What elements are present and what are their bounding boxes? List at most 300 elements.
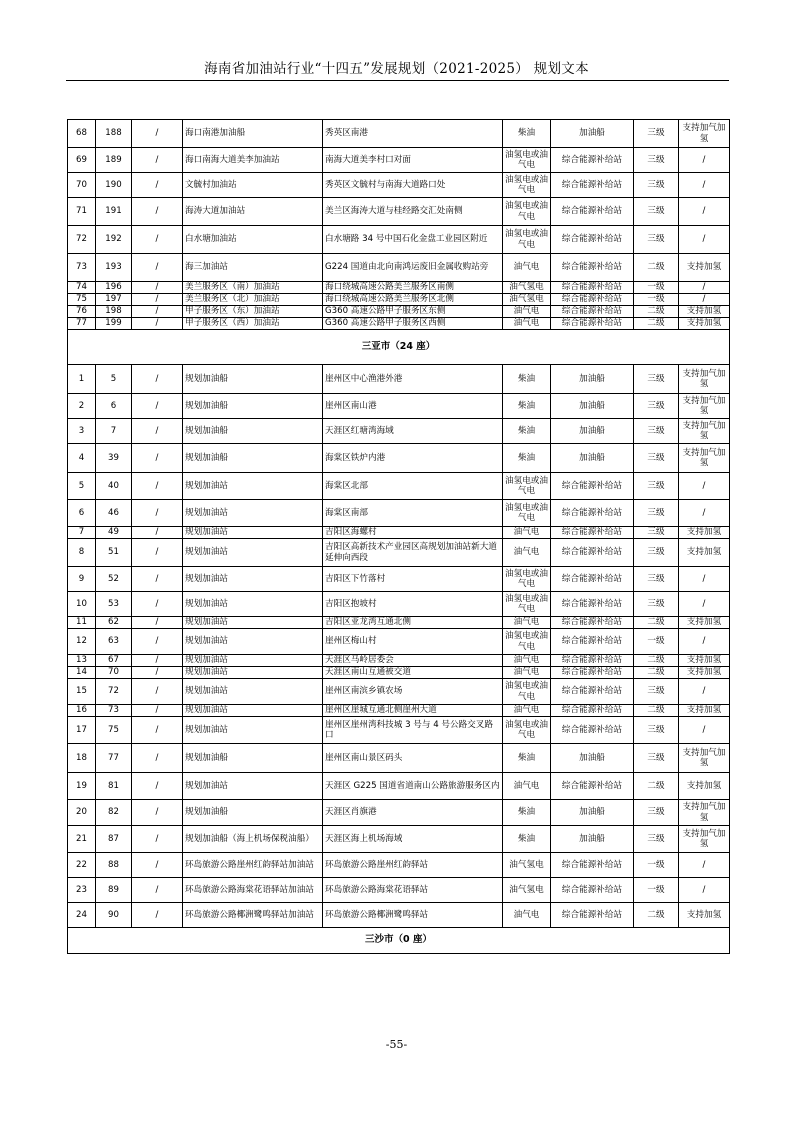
cell-location: 秀英区南港 bbox=[323, 120, 503, 148]
table-row bbox=[68, 444, 730, 473]
cell-location: 白水塘路 34 号中国石化金盘工业园区附近 bbox=[323, 226, 503, 254]
table-row bbox=[68, 539, 730, 567]
cell-plan-number: 63 bbox=[96, 629, 132, 655]
table-row bbox=[68, 878, 730, 903]
cell-grade: 二级 bbox=[634, 773, 679, 800]
cell-plan-number: 53 bbox=[96, 592, 132, 617]
cell-plan-number: 198 bbox=[96, 306, 132, 318]
station-plan-table bbox=[67, 119, 730, 954]
cell-row-index: 12 bbox=[68, 629, 96, 655]
cell-station-type: 综合能源补给站 bbox=[551, 539, 634, 567]
cell-location: 崖州区南滨乡镇农场 bbox=[323, 679, 503, 705]
cell-existing-code: / bbox=[132, 853, 183, 878]
cell-location: 崖州区南山景区码头 bbox=[323, 744, 503, 773]
cell-existing-code: / bbox=[132, 365, 183, 394]
cell-energy-type: 油气电 bbox=[503, 667, 551, 679]
cell-location: 吉阳区海螺村 bbox=[323, 527, 503, 539]
cell-existing-code: / bbox=[132, 120, 183, 148]
cell-grade: 二级 bbox=[634, 617, 679, 629]
cell-grade: 一级 bbox=[634, 629, 679, 655]
cell-grade: 三级 bbox=[634, 539, 679, 567]
cell-energy-type: 油氢电或油气电 bbox=[503, 567, 551, 592]
cell-existing-code: / bbox=[132, 306, 183, 318]
cell-existing-code: / bbox=[132, 679, 183, 705]
section-header-row bbox=[68, 330, 730, 365]
cell-grade: 三级 bbox=[634, 226, 679, 254]
cell-station-name: 规划加油船 bbox=[183, 419, 323, 444]
cell-station-name: 规划加油站 bbox=[183, 705, 323, 717]
cell-existing-code: / bbox=[132, 394, 183, 419]
cell-energy-type: 油氢电或油气电 bbox=[503, 500, 551, 527]
cell-grade: 二级 bbox=[634, 254, 679, 282]
cell-station-type: 综合能源补给站 bbox=[551, 282, 634, 294]
cell-plan-number: 67 bbox=[96, 655, 132, 667]
table-row bbox=[68, 853, 730, 878]
cell-plan-number: 73 bbox=[96, 705, 132, 717]
cell-plan-number: 46 bbox=[96, 500, 132, 527]
table-row bbox=[68, 318, 730, 330]
table-row bbox=[68, 173, 730, 198]
cell-row-index: 69 bbox=[68, 148, 96, 173]
cell-station-type: 综合能源补给站 bbox=[551, 903, 634, 928]
cell-station-type: 综合能源补给站 bbox=[551, 473, 634, 500]
cell-existing-code: / bbox=[132, 173, 183, 198]
table-row bbox=[68, 717, 730, 744]
cell-existing-code: / bbox=[132, 294, 183, 306]
cell-station-type: 综合能源补给站 bbox=[551, 629, 634, 655]
cell-energy-type: 油气氢电 bbox=[503, 294, 551, 306]
cell-remark: / bbox=[679, 878, 730, 903]
cell-location: 吉阳区抱坡村 bbox=[323, 592, 503, 617]
cell-station-type: 综合能源补给站 bbox=[551, 527, 634, 539]
cell-row-index: 76 bbox=[68, 306, 96, 318]
table-row bbox=[68, 826, 730, 853]
cell-remark: / bbox=[679, 198, 730, 226]
table-row bbox=[68, 120, 730, 148]
cell-grade: 三级 bbox=[634, 148, 679, 173]
cell-station-type: 综合能源补给站 bbox=[551, 667, 634, 679]
cell-station-type: 综合能源补给站 bbox=[551, 655, 634, 667]
cell-row-index: 23 bbox=[68, 878, 96, 903]
cell-row-index: 2 bbox=[68, 394, 96, 419]
cell-existing-code: / bbox=[132, 419, 183, 444]
table-row bbox=[68, 705, 730, 717]
cell-location: 环岛旅游公路海棠花语驿站 bbox=[323, 878, 503, 903]
section-title: 三亚市（24 座） bbox=[68, 330, 730, 365]
cell-remark: 支持加气加氢 bbox=[679, 444, 730, 473]
cell-grade: 二级 bbox=[634, 705, 679, 717]
cell-remark: 支持加气加氢 bbox=[679, 419, 730, 444]
cell-existing-code: / bbox=[132, 567, 183, 592]
cell-location: 环岛旅游公路崖州红韵驿站 bbox=[323, 853, 503, 878]
cell-location: 南海大道美李村口对面 bbox=[323, 148, 503, 173]
cell-station-name: 规划加油站 bbox=[183, 773, 323, 800]
cell-energy-type: 柴油 bbox=[503, 744, 551, 773]
cell-energy-type: 油气氢电 bbox=[503, 282, 551, 294]
table-row bbox=[68, 592, 730, 617]
cell-station-name: 甲子服务区（东）加油站 bbox=[183, 306, 323, 318]
cell-energy-type: 柴油 bbox=[503, 800, 551, 826]
table-row bbox=[68, 254, 730, 282]
cell-plan-number: 7 bbox=[96, 419, 132, 444]
cell-energy-type: 柴油 bbox=[503, 419, 551, 444]
table-row bbox=[68, 744, 730, 773]
cell-row-index: 15 bbox=[68, 679, 96, 705]
cell-energy-type: 柴油 bbox=[503, 365, 551, 394]
cell-station-type: 综合能源补给站 bbox=[551, 226, 634, 254]
table-row bbox=[68, 282, 730, 294]
page-number: -55- bbox=[385, 1038, 408, 1051]
cell-station-name: 规划加油船 bbox=[183, 444, 323, 473]
section-header-row bbox=[68, 928, 730, 954]
table-row bbox=[68, 394, 730, 419]
table-row bbox=[68, 500, 730, 527]
cell-location: 崖州区崖州湾科技城 3 号与 4 号公路交叉路口 bbox=[323, 717, 503, 744]
cell-station-type: 加油船 bbox=[551, 365, 634, 394]
cell-energy-type: 油氢电或油气电 bbox=[503, 148, 551, 173]
cell-grade: 三级 bbox=[634, 365, 679, 394]
cell-remark: / bbox=[679, 473, 730, 500]
cell-station-name: 规划加油船 bbox=[183, 744, 323, 773]
cell-row-index: 3 bbox=[68, 419, 96, 444]
cell-plan-number: 40 bbox=[96, 473, 132, 500]
cell-existing-code: / bbox=[132, 629, 183, 655]
cell-grade: 二级 bbox=[634, 318, 679, 330]
cell-remark: 支持加氢 bbox=[679, 903, 730, 928]
cell-grade: 三级 bbox=[634, 500, 679, 527]
header-divider bbox=[66, 80, 729, 81]
cell-existing-code: / bbox=[132, 800, 183, 826]
cell-row-index: 75 bbox=[68, 294, 96, 306]
cell-row-index: 22 bbox=[68, 853, 96, 878]
cell-grade: 二级 bbox=[634, 667, 679, 679]
cell-remark: / bbox=[679, 294, 730, 306]
cell-row-index: 5 bbox=[68, 473, 96, 500]
cell-energy-type: 油氢电或油气电 bbox=[503, 629, 551, 655]
cell-station-name: 文毓村加油站 bbox=[183, 173, 323, 198]
cell-remark: / bbox=[679, 567, 730, 592]
cell-existing-code: / bbox=[132, 198, 183, 226]
cell-energy-type: 油气电 bbox=[503, 306, 551, 318]
cell-location: 吉阳区亚龙湾互通北侧 bbox=[323, 617, 503, 629]
cell-station-type: 综合能源补给站 bbox=[551, 294, 634, 306]
cell-station-name: 规划加油站 bbox=[183, 717, 323, 744]
cell-station-type: 综合能源补给站 bbox=[551, 500, 634, 527]
cell-row-index: 8 bbox=[68, 539, 96, 567]
cell-plan-number: 81 bbox=[96, 773, 132, 800]
cell-station-name: 规划加油站 bbox=[183, 567, 323, 592]
table-row bbox=[68, 294, 730, 306]
cell-remark: 支持加气加氢 bbox=[679, 120, 730, 148]
cell-energy-type: 油气电 bbox=[503, 705, 551, 717]
cell-station-name: 规划加油站 bbox=[183, 667, 323, 679]
cell-energy-type: 油气电 bbox=[503, 655, 551, 667]
cell-station-type: 综合能源补给站 bbox=[551, 617, 634, 629]
cell-existing-code: / bbox=[132, 473, 183, 500]
cell-energy-type: 油氢电或油气电 bbox=[503, 679, 551, 705]
table-row bbox=[68, 629, 730, 655]
cell-energy-type: 油氢电或油气电 bbox=[503, 592, 551, 617]
cell-remark: / bbox=[679, 679, 730, 705]
cell-row-index: 11 bbox=[68, 617, 96, 629]
cell-remark: 支持加氢 bbox=[679, 306, 730, 318]
cell-station-type: 综合能源补给站 bbox=[551, 148, 634, 173]
cell-location: 秀英区文毓村与南海大道路口处 bbox=[323, 173, 503, 198]
page-header-title: 海南省加油站行业“十四五”发展规划（2021-2025） 规划文本 bbox=[204, 61, 589, 77]
cell-plan-number: 6 bbox=[96, 394, 132, 419]
cell-remark: 支持加气加氢 bbox=[679, 394, 730, 419]
cell-row-index: 21 bbox=[68, 826, 96, 853]
cell-row-index: 19 bbox=[68, 773, 96, 800]
table-row bbox=[68, 567, 730, 592]
cell-existing-code: / bbox=[132, 527, 183, 539]
cell-remark: / bbox=[679, 173, 730, 198]
cell-plan-number: 191 bbox=[96, 198, 132, 226]
cell-remark: / bbox=[679, 853, 730, 878]
cell-existing-code: / bbox=[132, 655, 183, 667]
cell-station-type: 加油船 bbox=[551, 444, 634, 473]
table-row bbox=[68, 226, 730, 254]
cell-remark: 支持加氢 bbox=[679, 617, 730, 629]
cell-row-index: 71 bbox=[68, 198, 96, 226]
cell-station-name: 海口南港加油船 bbox=[183, 120, 323, 148]
cell-location: 海棠区铁炉内港 bbox=[323, 444, 503, 473]
cell-plan-number: 90 bbox=[96, 903, 132, 928]
cell-row-index: 74 bbox=[68, 282, 96, 294]
cell-station-name: 规划加油站 bbox=[183, 539, 323, 567]
cell-grade: 三级 bbox=[634, 826, 679, 853]
cell-row-index: 9 bbox=[68, 567, 96, 592]
cell-station-name: 规划加油船（海上机场保税油船） bbox=[183, 826, 323, 853]
cell-plan-number: 52 bbox=[96, 567, 132, 592]
cell-station-type: 综合能源补给站 bbox=[551, 306, 634, 318]
cell-remark: 支持加气加氢 bbox=[679, 800, 730, 826]
cell-location: G360 高速公路甲子服务区东侧 bbox=[323, 306, 503, 318]
cell-plan-number: 192 bbox=[96, 226, 132, 254]
cell-station-name: 规划加油站 bbox=[183, 655, 323, 667]
cell-location: 天涯区马岭居委会 bbox=[323, 655, 503, 667]
cell-energy-type: 柴油 bbox=[503, 444, 551, 473]
cell-row-index: 17 bbox=[68, 717, 96, 744]
table-row bbox=[68, 617, 730, 629]
cell-existing-code: / bbox=[132, 254, 183, 282]
cell-grade: 三级 bbox=[634, 473, 679, 500]
cell-existing-code: / bbox=[132, 773, 183, 800]
table-row bbox=[68, 148, 730, 173]
cell-row-index: 4 bbox=[68, 444, 96, 473]
cell-plan-number: 197 bbox=[96, 294, 132, 306]
cell-row-index: 6 bbox=[68, 500, 96, 527]
cell-plan-number: 75 bbox=[96, 717, 132, 744]
cell-row-index: 72 bbox=[68, 226, 96, 254]
cell-location: G224 国道由北向南鸿运废旧金属收购站旁 bbox=[323, 254, 503, 282]
cell-station-name: 规划加油站 bbox=[183, 679, 323, 705]
cell-location: 环岛旅游公路椰洲鹭鸣驿站 bbox=[323, 903, 503, 928]
cell-plan-number: 51 bbox=[96, 539, 132, 567]
cell-location: 吉阳区下竹落村 bbox=[323, 567, 503, 592]
cell-remark: / bbox=[679, 226, 730, 254]
cell-existing-code: / bbox=[132, 667, 183, 679]
cell-existing-code: / bbox=[132, 903, 183, 928]
cell-existing-code: / bbox=[132, 878, 183, 903]
cell-location: 海口绕城高速公路美兰服务区北侧 bbox=[323, 294, 503, 306]
cell-station-name: 环岛旅游公路椰洲鹭鸣驿站加油站 bbox=[183, 903, 323, 928]
cell-existing-code: / bbox=[132, 705, 183, 717]
cell-station-name: 甲子服务区（西）加油站 bbox=[183, 318, 323, 330]
station-plan-table-container bbox=[67, 119, 729, 954]
cell-grade: 二级 bbox=[634, 306, 679, 318]
table-row bbox=[68, 365, 730, 394]
table-row bbox=[68, 800, 730, 826]
cell-row-index: 14 bbox=[68, 667, 96, 679]
cell-row-index: 24 bbox=[68, 903, 96, 928]
cell-row-index: 7 bbox=[68, 527, 96, 539]
cell-existing-code: / bbox=[132, 282, 183, 294]
cell-row-index: 16 bbox=[68, 705, 96, 717]
cell-grade: 三级 bbox=[634, 527, 679, 539]
cell-station-name: 规划加油站 bbox=[183, 527, 323, 539]
cell-energy-type: 柴油 bbox=[503, 826, 551, 853]
table-row bbox=[68, 903, 730, 928]
cell-station-type: 综合能源补给站 bbox=[551, 705, 634, 717]
cell-location: 海棠区北部 bbox=[323, 473, 503, 500]
cell-station-type: 加油船 bbox=[551, 744, 634, 773]
table-row bbox=[68, 773, 730, 800]
cell-station-type: 加油船 bbox=[551, 120, 634, 148]
cell-station-name: 规划加油站 bbox=[183, 592, 323, 617]
cell-grade: 一级 bbox=[634, 294, 679, 306]
cell-station-type: 综合能源补给站 bbox=[551, 318, 634, 330]
cell-grade: 一级 bbox=[634, 282, 679, 294]
cell-remark: 支持加氢 bbox=[679, 539, 730, 567]
cell-station-name: 美兰服务区（北）加油站 bbox=[183, 294, 323, 306]
cell-energy-type: 柴油 bbox=[503, 120, 551, 148]
cell-remark: / bbox=[679, 500, 730, 527]
cell-energy-type: 油气氢电 bbox=[503, 853, 551, 878]
cell-energy-type: 油氢电或油气电 bbox=[503, 173, 551, 198]
cell-energy-type: 油气电 bbox=[503, 318, 551, 330]
cell-remark: / bbox=[679, 629, 730, 655]
cell-station-name: 规划加油船 bbox=[183, 365, 323, 394]
cell-location: 崖州区梅山村 bbox=[323, 629, 503, 655]
cell-energy-type: 油氢电或油气电 bbox=[503, 198, 551, 226]
cell-energy-type: 油气电 bbox=[503, 903, 551, 928]
cell-location: 美兰区海涛大道与桂经路交汇处南侧 bbox=[323, 198, 503, 226]
cell-location: 崖州区中心渔港外港 bbox=[323, 365, 503, 394]
cell-grade: 三级 bbox=[634, 744, 679, 773]
cell-plan-number: 188 bbox=[96, 120, 132, 148]
table-row bbox=[68, 419, 730, 444]
cell-existing-code: / bbox=[132, 592, 183, 617]
cell-remark: 支持加气加氢 bbox=[679, 744, 730, 773]
cell-plan-number: 39 bbox=[96, 444, 132, 473]
cell-plan-number: 193 bbox=[96, 254, 132, 282]
cell-existing-code: / bbox=[132, 826, 183, 853]
cell-station-name: 海涛大道加油站 bbox=[183, 198, 323, 226]
cell-row-index: 10 bbox=[68, 592, 96, 617]
table-row bbox=[68, 679, 730, 705]
table-row bbox=[68, 667, 730, 679]
cell-row-index: 18 bbox=[68, 744, 96, 773]
cell-remark: 支持加气加氢 bbox=[679, 365, 730, 394]
cell-grade: 三级 bbox=[634, 444, 679, 473]
cell-remark: / bbox=[679, 592, 730, 617]
cell-station-type: 加油船 bbox=[551, 800, 634, 826]
cell-grade: 三级 bbox=[634, 592, 679, 617]
cell-station-name: 环岛旅游公路崖州红韵驿站加油站 bbox=[183, 853, 323, 878]
cell-station-type: 加油船 bbox=[551, 419, 634, 444]
cell-plan-number: 87 bbox=[96, 826, 132, 853]
cell-plan-number: 77 bbox=[96, 744, 132, 773]
cell-location: 天涯区南山互通被交道 bbox=[323, 667, 503, 679]
cell-energy-type: 油气电 bbox=[503, 617, 551, 629]
cell-existing-code: / bbox=[132, 318, 183, 330]
cell-location: 崖州区崖城互通北侧崖州大道 bbox=[323, 705, 503, 717]
cell-station-name: 规划加油站 bbox=[183, 473, 323, 500]
table-row bbox=[68, 198, 730, 226]
cell-station-name: 海口南海大道美李加油站 bbox=[183, 148, 323, 173]
cell-station-type: 综合能源补给站 bbox=[551, 878, 634, 903]
cell-remark: 支持加氢 bbox=[679, 527, 730, 539]
cell-station-name: 海三加油站 bbox=[183, 254, 323, 282]
cell-plan-number: 196 bbox=[96, 282, 132, 294]
cell-station-type: 加油船 bbox=[551, 826, 634, 853]
cell-remark: / bbox=[679, 282, 730, 294]
table-row bbox=[68, 655, 730, 667]
cell-station-type: 综合能源补给站 bbox=[551, 254, 634, 282]
cell-remark: / bbox=[679, 148, 730, 173]
cell-existing-code: / bbox=[132, 717, 183, 744]
cell-station-name: 规划加油船 bbox=[183, 394, 323, 419]
cell-station-type: 综合能源补给站 bbox=[551, 853, 634, 878]
cell-remark: 支持加氢 bbox=[679, 705, 730, 717]
cell-station-type: 综合能源补给站 bbox=[551, 773, 634, 800]
cell-remark: 支持加氢 bbox=[679, 773, 730, 800]
cell-station-name: 美兰服务区（南）加油站 bbox=[183, 282, 323, 294]
cell-station-type: 综合能源补给站 bbox=[551, 198, 634, 226]
cell-plan-number: 189 bbox=[96, 148, 132, 173]
cell-plan-number: 70 bbox=[96, 667, 132, 679]
cell-energy-type: 油氢电或油气电 bbox=[503, 717, 551, 744]
cell-location: 海棠区南部 bbox=[323, 500, 503, 527]
cell-location: 崖州区南山港 bbox=[323, 394, 503, 419]
cell-remark: / bbox=[679, 717, 730, 744]
cell-plan-number: 5 bbox=[96, 365, 132, 394]
cell-plan-number: 62 bbox=[96, 617, 132, 629]
cell-remark: 支持加氢 bbox=[679, 318, 730, 330]
cell-row-index: 13 bbox=[68, 655, 96, 667]
cell-remark: 支持加氢 bbox=[679, 254, 730, 282]
cell-location: 天涯区肖旗港 bbox=[323, 800, 503, 826]
cell-grade: 二级 bbox=[634, 655, 679, 667]
cell-location: 天涯区海上机场海域 bbox=[323, 826, 503, 853]
cell-energy-type: 油气电 bbox=[503, 539, 551, 567]
cell-energy-type: 油气电 bbox=[503, 254, 551, 282]
cell-existing-code: / bbox=[132, 744, 183, 773]
cell-plan-number: 190 bbox=[96, 173, 132, 198]
table-row bbox=[68, 306, 730, 318]
cell-plan-number: 72 bbox=[96, 679, 132, 705]
cell-station-name: 规划加油站 bbox=[183, 629, 323, 655]
cell-location: 海口绕城高速公路美兰服务区南侧 bbox=[323, 282, 503, 294]
cell-grade: 一级 bbox=[634, 853, 679, 878]
cell-row-index: 68 bbox=[68, 120, 96, 148]
cell-station-type: 综合能源补给站 bbox=[551, 679, 634, 705]
cell-grade: 三级 bbox=[634, 679, 679, 705]
cell-plan-number: 49 bbox=[96, 527, 132, 539]
cell-station-type: 加油船 bbox=[551, 394, 634, 419]
cell-station-type: 综合能源补给站 bbox=[551, 567, 634, 592]
